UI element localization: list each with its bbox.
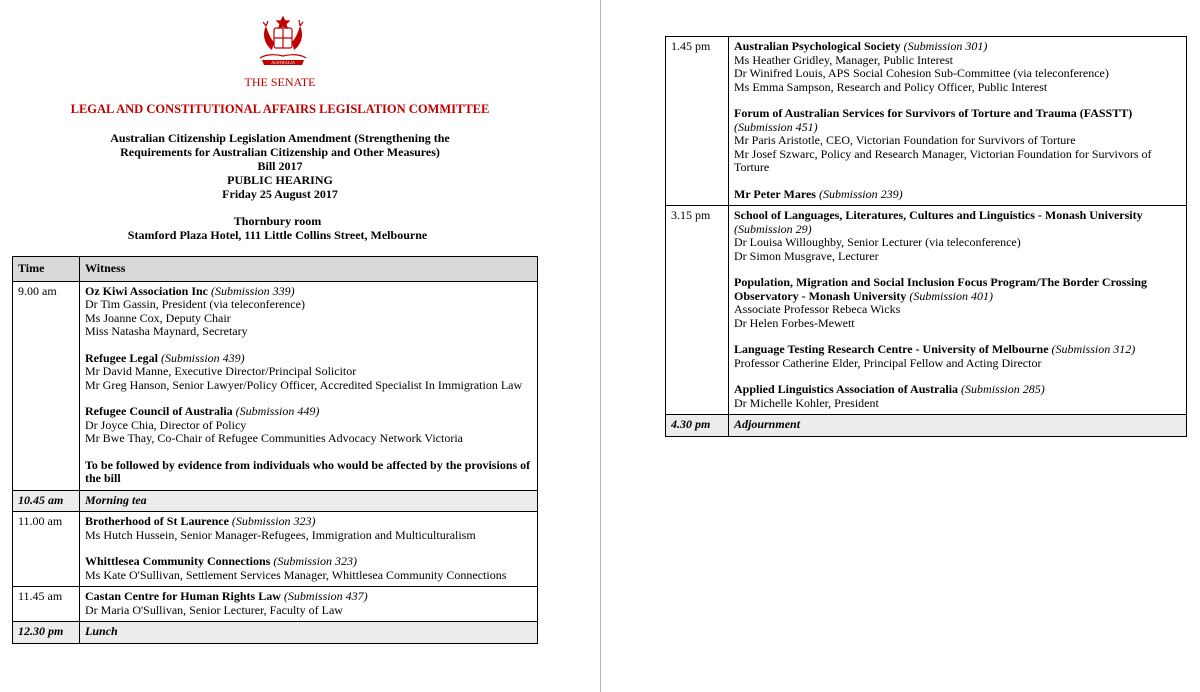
- witness-block: [85, 405, 532, 446]
- witness-person: Ms Joanne Cox, Deputy Chair: [85, 310, 231, 325]
- witness-cell: [80, 281, 538, 490]
- witness-person: Mr Greg Hanson, Senior Lawyer/Policy Officer, Accredited Specialist In Immigration Law: [85, 377, 523, 392]
- witness-block: [85, 590, 532, 617]
- submission-ref: (Submission 29): [734, 221, 812, 236]
- witness-person: Miss Natasha Maynard, Secretary: [85, 324, 248, 338]
- witness-cell: [729, 37, 1187, 206]
- table-row: [666, 206, 1187, 415]
- header-time: Time: [13, 257, 80, 282]
- table-row: [13, 281, 538, 490]
- organisation-name: Population, Migration and Social Inclusion Focus Program/The Border Crossing Observatory - Monash University: [734, 275, 1148, 303]
- witness-person: Professor Catherine Elder, Principal Fellow and Acting Director: [734, 355, 1042, 370]
- witness-person: Dr Winifred Louis, APS Social Cohesion Sub-Committee (via teleconference): [734, 66, 1109, 80]
- time-cell: 4.30 pm: [666, 415, 729, 437]
- organisation-name: Oz Kiwi Association Inc: [85, 283, 209, 298]
- witness-block: [85, 352, 532, 393]
- witness-person: Mr Bwe Thay, Co-Chair of Refugee Communities Advocacy Network Victoria: [85, 431, 463, 445]
- submission-ref: (Submission 451): [734, 119, 818, 134]
- submission-ref: (Submission 323): [231, 514, 316, 528]
- venue-address: Stamford Plaza Hotel, 111 Little Collins Street, Melbourne: [127, 228, 428, 242]
- witness-person: Ms Heather Gridley, Manager, Public Interest: [734, 52, 954, 67]
- organisation-name: Castan Centre for Human Rights Law: [85, 589, 281, 603]
- witness-person: Mr David Manne, Executive Director/Principal Solicitor: [85, 364, 357, 378]
- time-cell: 10.45 am: [13, 490, 80, 512]
- table-header-row: [13, 257, 538, 282]
- table-row: [666, 37, 1187, 206]
- witness-person: Dr Tim Gassin, President (via teleconference): [85, 297, 305, 311]
- schedule-table-left: [12, 256, 538, 644]
- witness-person: Dr Joyce Chia, Director of Policy: [85, 417, 247, 432]
- witness-cell: [729, 206, 1187, 415]
- submission-ref: (Submission 239): [818, 186, 903, 201]
- witness-person: Dr Louisa Willoughby, Senior Lecturer (via teleconference): [734, 235, 1021, 249]
- committee-title: LEGAL AND CONSTITUTIONAL AFFAIRS LEGISLATION COMMITTEE: [70, 102, 490, 116]
- organisation-name: Australian Psychological Society: [734, 39, 901, 53]
- witness-cell: [80, 512, 538, 587]
- crest-text: AUSTRALIA: [271, 60, 295, 65]
- witness-block: [85, 285, 532, 339]
- submission-ref: (Submission 323): [273, 554, 358, 568]
- submission-ref: (Submission 439): [160, 350, 245, 365]
- table-row: [13, 622, 538, 644]
- organisation-name: Whittlesea Community Connections: [85, 554, 271, 568]
- table-row: [13, 512, 538, 587]
- witness-block: [85, 515, 532, 542]
- venue-info: [0, 214, 555, 242]
- witness-person: Dr Simon Musgrave, Lecturer: [734, 248, 879, 263]
- organisation-name: Language Testing Research Centre - University of Melbourne: [734, 342, 1049, 356]
- witness-cell: [80, 587, 538, 622]
- organisation-name: Forum of Australian Services for Survivors of Torture and Trauma (FASSTT): [734, 106, 1133, 120]
- venue-room: Thornbury room: [233, 214, 322, 228]
- witness-block: [734, 40, 1181, 94]
- table-row: [13, 587, 538, 622]
- hearing-date: Friday 25 August 2017: [222, 187, 338, 201]
- time-cell: 11.45 am: [13, 587, 80, 622]
- witness-person: Dr Michelle Kohler, President: [734, 395, 879, 410]
- submission-ref: (Submission 339): [211, 283, 295, 298]
- time-cell: 9.00 am: [13, 281, 80, 490]
- witness-person: Mr Paris Aristotle, CEO, Victorian Foundation for Survivors of Torture: [734, 133, 1076, 147]
- organisation-name: School of Languages, Literatures, Cultures and Linguistics - Monash University: [734, 208, 1143, 222]
- witness-block: [734, 107, 1181, 175]
- witness-block: [734, 383, 1181, 410]
- hearing-label: PUBLIC HEARING: [227, 173, 333, 187]
- break-cell: Morning tea: [80, 490, 538, 512]
- submission-ref: (Submission 285): [961, 382, 1045, 396]
- witness-block: [734, 188, 1181, 202]
- organisation-name: Applied Linguistics Association of Australia: [734, 382, 959, 396]
- witness-person: Mr Josef Szwarc, Policy and Research Manager, Victorian Foundation for Survivors of Torture: [734, 146, 1152, 174]
- submission-ref: (Submission 401): [909, 288, 993, 303]
- bill-title: Australian Citizenship Legislation Amendment (Strengthening the Requirements for Australian Citizenship and Other Measures) Bill 2017: [110, 131, 450, 173]
- organisation-name: Brotherhood of St Laurence: [85, 514, 229, 528]
- break-cell: Lunch: [80, 622, 538, 644]
- organisation-name: Refugee Legal: [85, 350, 158, 365]
- submission-ref: (Submission 312): [1051, 342, 1136, 356]
- organisation-name: To be followed by evidence from individuals who would be affected by the provisions of the bill: [85, 457, 531, 485]
- header-witness: Witness: [80, 257, 538, 282]
- witness-block: [85, 459, 532, 486]
- organisation-name: Refugee Council of Australia: [85, 404, 233, 418]
- witness-block: [734, 276, 1181, 330]
- time-cell: 1.45 pm: [666, 37, 729, 206]
- witness-person: Ms Kate O'Sullivan, Settlement Services Manager, Whittlesea Community Connections: [85, 567, 507, 582]
- table-row: [666, 415, 1187, 437]
- break-cell: Adjournment: [729, 415, 1187, 437]
- hearing-info: [0, 173, 560, 201]
- witness-person: Dr Helen Forbes-Mewett: [734, 315, 855, 330]
- witness-person: Ms Emma Sampson, Research and Policy Officer, Public Interest: [734, 79, 1048, 94]
- senate-title: THE SENATE: [244, 75, 316, 89]
- witness-person: Ms Hutch Hussein, Senior Manager-Refugees, Immigration and Multiculturalism: [85, 527, 476, 542]
- time-cell: 11.00 am: [13, 512, 80, 587]
- witness-person: Dr Maria O'Sullivan, Senior Lecturer, Faculty of Law: [85, 602, 343, 617]
- submission-ref: (Submission 301): [903, 39, 988, 53]
- witness-person: Associate Professor Rebeca Wicks: [734, 302, 901, 316]
- schedule-table-right: [665, 36, 1187, 437]
- time-cell: 12.30 pm: [13, 622, 80, 644]
- witness-block: [734, 343, 1181, 370]
- witness-block: [734, 209, 1181, 263]
- table-row: [13, 490, 538, 512]
- submission-ref: (Submission 437): [283, 589, 368, 603]
- coat-of-arms-icon: [252, 14, 314, 70]
- witness-block: [85, 555, 532, 582]
- submission-ref: (Submission 449): [235, 404, 320, 418]
- page-divider: [600, 0, 601, 692]
- organisation-name: Mr Peter Mares: [734, 186, 816, 201]
- time-cell: 3.15 pm: [666, 206, 729, 415]
